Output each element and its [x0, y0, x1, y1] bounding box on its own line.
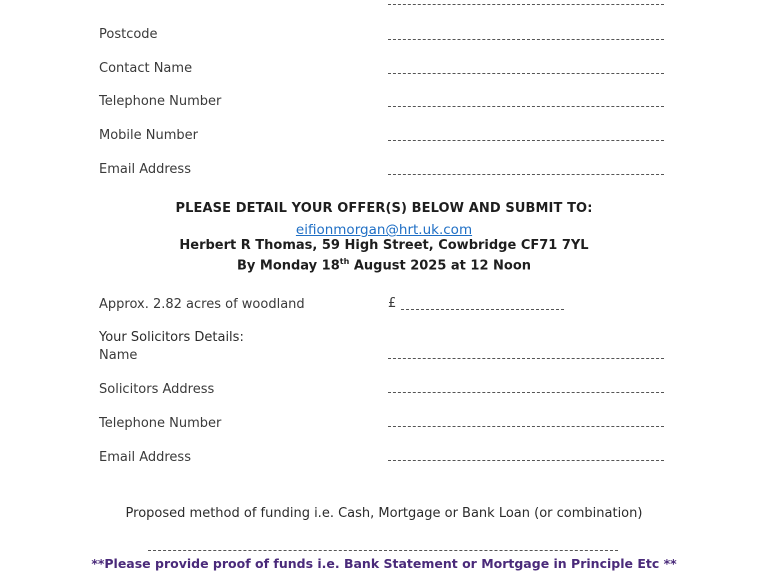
email-field-line[interactable]: [388, 174, 664, 175]
submission-email-wrap: [0, 219, 768, 238]
funding-question: Proposed method of funding i.e. Cash, Mortgage or Bank Loan (or combination): [125, 506, 643, 521]
solicitor-name-field-line[interactable]: [388, 358, 664, 359]
submission-deadline: [0, 257, 768, 273]
solicitor-name-row: [0, 347, 768, 367]
postcode-label: Postcode: [99, 27, 158, 42]
solicitor-email-field-line[interactable]: [388, 460, 664, 461]
telephone-label: Telephone Number: [99, 94, 222, 109]
mobile-field-line[interactable]: [388, 140, 664, 141]
telephone-row: [0, 93, 768, 113]
email-label: Email Address: [99, 162, 191, 177]
deadline-rest: August 2025 at 12 Noon: [349, 258, 532, 274]
submission-email-link[interactable]: eifionmorgan@hrt.uk.com: [295, 222, 473, 238]
proof-of-funds-note: **Please provide proof of funds i.e. Bank Statement or Mortgage in Principle Etc **: [91, 556, 677, 571]
solicitor-telephone-field-line[interactable]: [388, 426, 664, 427]
telephone-field-line[interactable]: [388, 106, 664, 107]
solicitor-title-row: [0, 329, 768, 349]
mobile-label: Mobile Number: [99, 128, 198, 143]
solicitor-address-row: [0, 381, 768, 401]
solicitor-address-label: Solicitors Address: [99, 382, 215, 397]
solicitor-address-field-line[interactable]: [388, 392, 664, 393]
pound-symbol: £: [388, 296, 397, 311]
solicitor-telephone-label: Telephone Number: [99, 416, 222, 431]
contact-name-field-line[interactable]: [388, 73, 664, 74]
solicitor-email-label: Email Address: [99, 450, 191, 465]
postcode-row: [0, 26, 768, 46]
contact-name-label: Contact Name: [99, 61, 193, 76]
funding-field-line[interactable]: [148, 550, 618, 551]
postcode-field-line[interactable]: [388, 39, 664, 40]
submission-heading: PLEASE DETAIL YOUR OFFER(S) BELOW AND SUBMIT TO:: [175, 201, 593, 216]
solicitor-telephone-row: [0, 415, 768, 435]
contact-name-row: [0, 60, 768, 80]
offer-row: [0, 296, 768, 316]
solicitor-name-label: Name: [99, 348, 138, 363]
lot-label: Approx. 2.82 acres of woodland: [99, 297, 305, 312]
email-row: [0, 161, 768, 181]
submission-address: Herbert R Thomas, 59 High Street, Cowbridge CF71 7YL: [179, 238, 589, 253]
solicitor-email-row: [0, 449, 768, 469]
solicitor-section-title: Your Solicitors Details:: [99, 330, 244, 345]
deadline-suffix: th: [339, 257, 350, 266]
previous-field-line[interactable]: [388, 4, 664, 5]
deadline-prefix: By Monday 18: [236, 258, 340, 274]
offer-amount-field-line[interactable]: [401, 309, 564, 310]
mobile-row: [0, 127, 768, 147]
